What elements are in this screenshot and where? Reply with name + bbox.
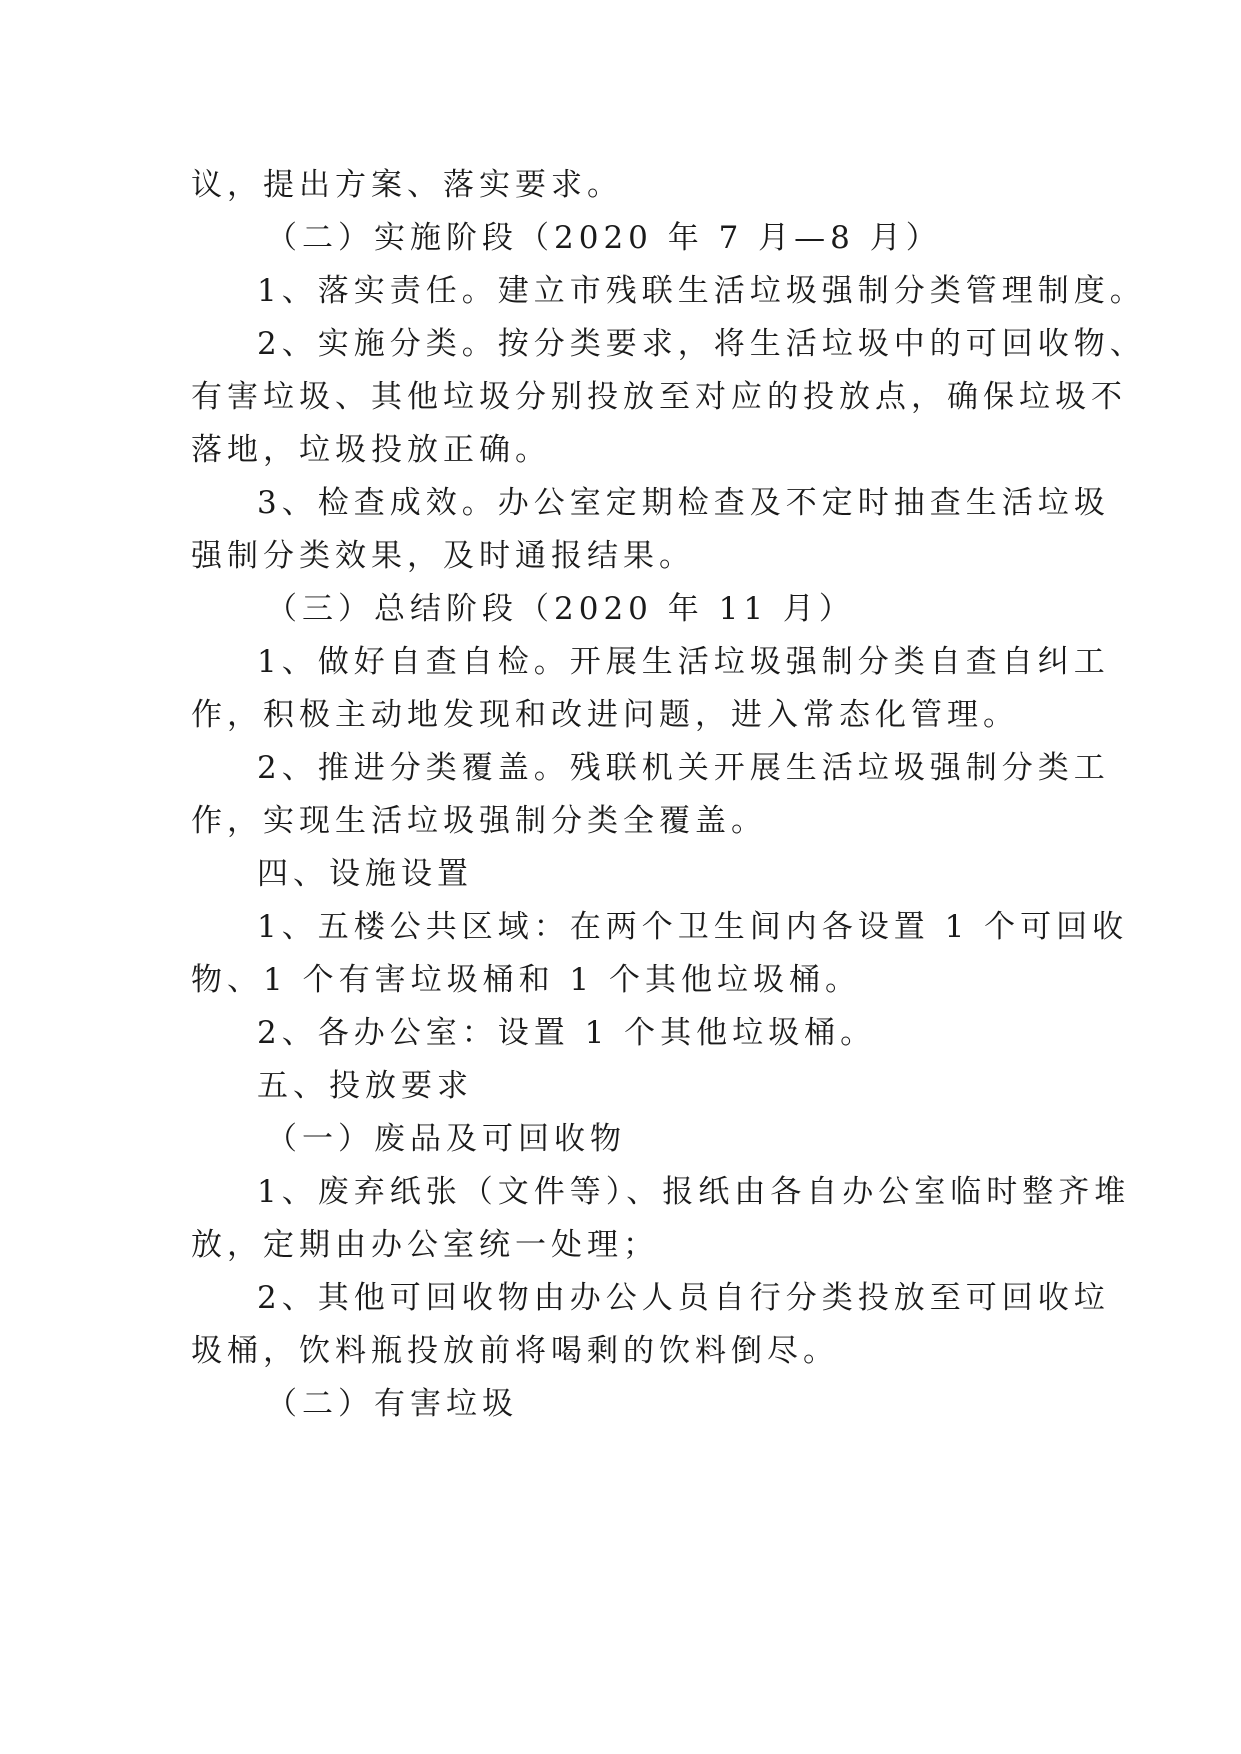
subsection-heading: （二）有害垃圾	[266, 1386, 518, 1422]
body-text-line: 3、检查成效。办公室定期检查及不定时抽查生活垃圾	[257, 485, 1110, 521]
body-text-line: 1、做好自查自检。开展生活垃圾强制分类自查自纠工	[257, 644, 1110, 680]
body-text-line: 有害垃圾、其他垃圾分别投放至对应的投放点，确保垃圾不	[191, 379, 1127, 415]
body-text-line: 1、废弃纸张（文件等）、报纸由各自办公室临时整齐堆	[257, 1174, 1131, 1210]
body-text-line: 1、落实责任。建立市残联生活垃圾强制分类管理制度。	[257, 273, 1146, 309]
section-heading: 四、设施设置	[257, 856, 473, 892]
section-heading: 五、投放要求	[257, 1068, 473, 1104]
body-text-line: 落地，垃圾投放正确。	[191, 432, 551, 468]
subsection-heading: （二）实施阶段（2020 年 7 月—8 月）	[266, 220, 942, 256]
body-text-line: 圾桶，饮料瓶投放前将喝剩的饮料倒尽。	[191, 1333, 839, 1369]
body-text-line: 2、各办公室：设置 1 个其他垃圾桶。	[257, 1015, 877, 1051]
subsection-heading: （三）总结阶段（2020 年 11 月）	[266, 591, 855, 627]
body-text-line: 作，积极主动地发现和改进问题，进入常态化管理。	[191, 697, 1019, 733]
subsection-heading: （一）废品及可回收物	[266, 1121, 626, 1157]
body-text-line: 1、五楼公共区域：在两个卫生间内各设置 1 个可回收	[257, 909, 1129, 945]
body-text-line: 2、推进分类覆盖。残联机关开展生活垃圾强制分类工	[257, 750, 1110, 786]
body-text-line: 作，实现生活垃圾强制分类全覆盖。	[191, 803, 767, 839]
body-text-line: 2、其他可回收物由办公人员自行分类投放至可回收垃	[257, 1280, 1110, 1316]
body-text-line: 物、1 个有害垃圾桶和 1 个其他垃圾桶。	[191, 962, 862, 998]
body-text-line: 强制分类效果，及时通报结果。	[191, 538, 695, 574]
body-text-line: 2、实施分类。按分类要求，将生活垃圾中的可回收物、	[257, 326, 1146, 362]
body-text-line: 议，提出方案、落实要求。	[191, 167, 623, 203]
body-text-line: 放，定期由办公室统一处理；	[191, 1227, 659, 1263]
